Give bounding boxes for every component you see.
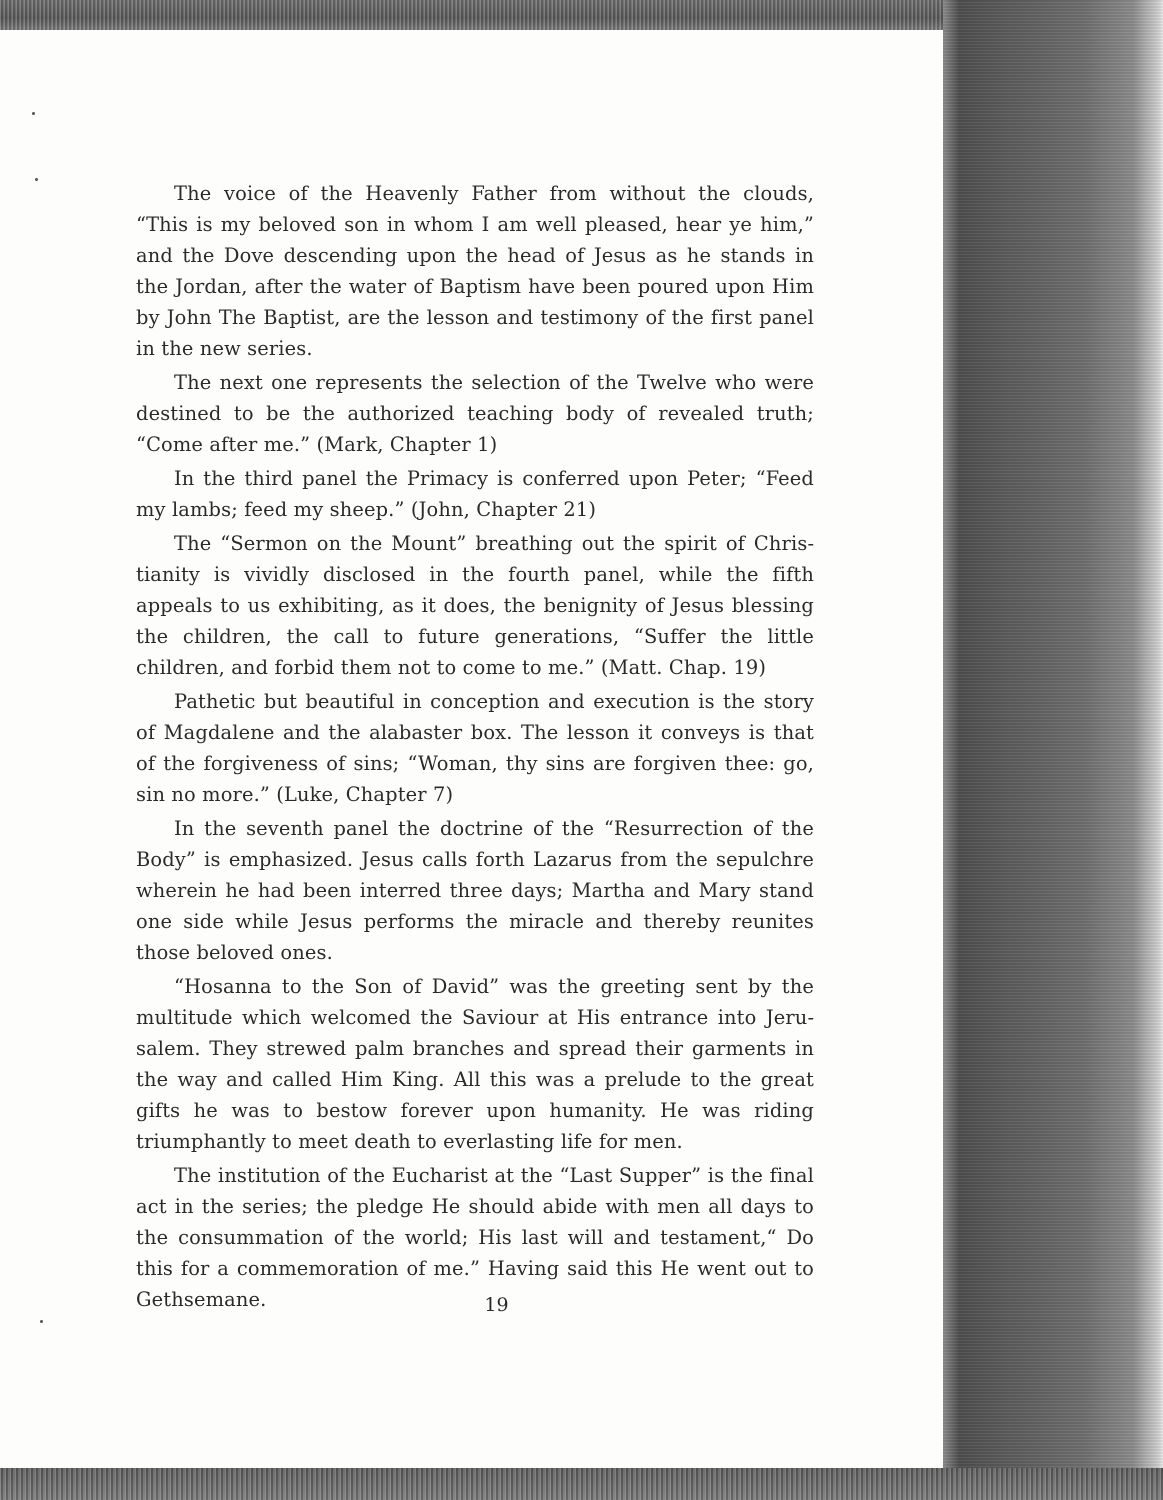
paragraph-primacy: In the third panel the Primacy is conferred upon Peter; “Feed my lambs; feed my sheep.” (John, Chapter 21) [136,467,814,521]
paragraph-hosanna: “Hosanna to the Son of David” was the greeting sent by the multitude which welcomed the Saviour at His entrance into Jerusalem. They strewed palm branches and spread their garments in the way and called Him King. All this was a prelude to the great gifts he was to bestow forever upon humanity. He was riding triumphantly to meet death to everlasting life for men. [136,975,814,1153]
paragraph-lazarus: In the seventh panel the doctrine of the “Resurrection of the Body” is emphasized. Jesus calls forth Lazarus from the sepulchre wherein he had been interred three days; Martha and Mary stand one side while Jesus performs the miracle and thereby reunites those beloved ones. [136,817,814,964]
paragraph-twelve: The next one represents the selection of the Twelve who were destined to be the authorized teaching body of revealed truth; “Come after me.” (Mark, Chapter 1) [136,371,814,456]
document-page [0,30,943,1468]
paragraph-baptism: The voice of the Heavenly Father from without the clouds, “This is my beloved son in whom I am well pleased, hear ye him,” and the Dove descending upon the head of Jesus as he stands in the Jordan, after the water of Baptism have been poured upon Him by John The Baptist, are the lesson and testimony of the first panel in the new series. [136,182,814,360]
page-number: 19 [484,1294,509,1316]
paragraph-last-supper: The institution of the Eucharist at the “Last Supper” is the final act in the series; the pledge He should abide with men all days to the consummation of the world; His last will and testament,“ Do this for a commemoration of me.” Having said this He went out to Gethsemane. [136,1164,814,1311]
paragraph-magdalene: Pathetic but beautiful in conception and execution is the story of Magdalene and the alabaster box. The lesson it conveys is that of the forgiveness of sins; “Woman, thy sins are forgiven thee: go, sin no more.” (Luke, Chapter 7) [136,690,814,806]
scan-shadow-right [943,0,1163,1500]
paragraph-sermon: The “Sermon on the Mount” breathing out the spirit of Christianity is vividly disclosed in the fourth panel, while the fifth appeals to us exhibiting, as it does, the benignity of Jesus blessing the children, the call to future generations, “Suffer the little children, and forbid them not to come to me.” (Matt. Chap. 19) [136,532,814,679]
scan-speck [35,178,38,181]
body-text [136,178,814,1318]
scan-speck [32,112,35,115]
scan-border-bottom [0,1468,1163,1500]
scan-speck [40,1320,43,1323]
